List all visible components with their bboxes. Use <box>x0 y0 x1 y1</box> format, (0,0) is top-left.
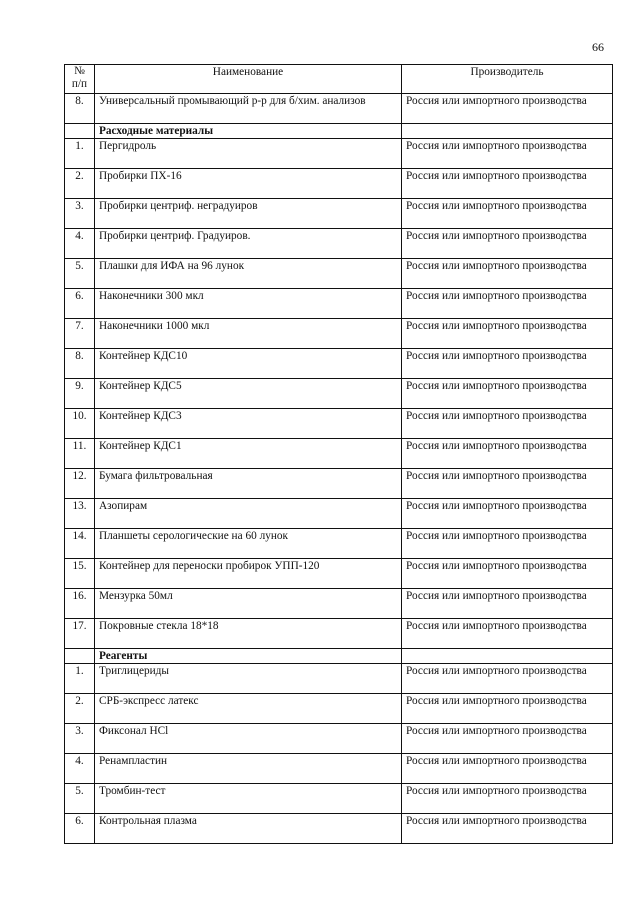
item-name: Пергидроль <box>95 139 402 169</box>
table-row <box>65 784 613 814</box>
item-name: Мензурка 50мл <box>95 589 402 619</box>
item-manufacturer: Россия или импортного производства <box>402 349 613 379</box>
header-name: Наименование <box>95 65 402 94</box>
table-row <box>65 664 613 694</box>
item-name: Ренампластин <box>95 754 402 784</box>
table-row <box>65 529 613 559</box>
row-number: 11. <box>65 439 95 469</box>
table-row <box>65 694 613 724</box>
item-name: Контейнер КДС5 <box>95 379 402 409</box>
item-manufacturer: Россия или импортного производства <box>402 169 613 199</box>
row-number: 15. <box>65 559 95 589</box>
item-manufacturer: Россия или импортного производства <box>402 784 613 814</box>
item-name: Фиксонал НСl <box>95 724 402 754</box>
table-row <box>65 94 613 124</box>
row-number: 2. <box>65 169 95 199</box>
table-row <box>65 619 613 649</box>
table-row <box>65 439 613 469</box>
table-row <box>65 199 613 229</box>
section-title: Расходные материалы <box>95 124 402 139</box>
row-number: 17. <box>65 619 95 649</box>
item-name: Тромбин-тест <box>95 784 402 814</box>
row-number: 1. <box>65 139 95 169</box>
row-number: 1. <box>65 664 95 694</box>
item-manufacturer: Россия или импортного производства <box>402 139 613 169</box>
table-row <box>65 589 613 619</box>
item-name: Контейнер КДС1 <box>95 439 402 469</box>
row-number: 9. <box>65 379 95 409</box>
item-manufacturer: Россия или импортного производства <box>402 409 613 439</box>
row-number: 4. <box>65 229 95 259</box>
item-name: Наконечники 300 мкл <box>95 289 402 319</box>
table-body <box>65 94 613 844</box>
row-number: 14. <box>65 529 95 559</box>
table-header-row <box>65 65 613 94</box>
item-name: Пробирки центриф. неградуиров <box>95 199 402 229</box>
item-manufacturer: Россия или импортного производства <box>402 289 613 319</box>
item-manufacturer: Россия или импортного производства <box>402 439 613 469</box>
row-number: 13. <box>65 499 95 529</box>
row-number: 4. <box>65 754 95 784</box>
row-number: 5. <box>65 259 95 289</box>
page-number: 66 <box>592 40 604 54</box>
table-row <box>65 754 613 784</box>
table-row <box>65 289 613 319</box>
item-manufacturer: Россия или импортного производства <box>402 94 613 124</box>
item-manufacturer: Россия или импортного производства <box>402 754 613 784</box>
item-manufacturer: Россия или импортного производства <box>402 229 613 259</box>
table-row <box>65 349 613 379</box>
header-manufacturer: Производитель <box>402 65 613 94</box>
row-number: 12. <box>65 469 95 499</box>
row-number: 8. <box>65 349 95 379</box>
item-manufacturer: Россия или импортного производства <box>402 499 613 529</box>
item-name: Пробирки центриф. Градуиров. <box>95 229 402 259</box>
table-row <box>65 379 613 409</box>
item-manufacturer: Россия или импортного производства <box>402 814 613 844</box>
item-name: Наконечники 1000 мкл <box>95 319 402 349</box>
row-number: 3. <box>65 724 95 754</box>
row-number: 5. <box>65 784 95 814</box>
item-name: Плашки для ИФА на 96 лунок <box>95 259 402 289</box>
section-num-cell <box>65 124 95 139</box>
table-row <box>65 139 613 169</box>
table-row <box>65 814 613 844</box>
table-row <box>65 469 613 499</box>
section-title: Реагенты <box>95 649 402 664</box>
item-manufacturer: Россия или импортного производства <box>402 469 613 499</box>
table-row <box>65 319 613 349</box>
header-num: № п/п <box>65 65 95 94</box>
table-row <box>65 724 613 754</box>
table-row <box>65 169 613 199</box>
item-name: Бумага фильтровальная <box>95 469 402 499</box>
item-name: Контейнер КДС10 <box>95 349 402 379</box>
section-manufacturer-cell <box>402 649 613 664</box>
item-manufacturer: Россия или импортного производства <box>402 664 613 694</box>
section-num-cell <box>65 649 95 664</box>
item-manufacturer: Россия или импортного производства <box>402 529 613 559</box>
item-manufacturer: Россия или импортного производства <box>402 724 613 754</box>
item-name: Контейнер для переноски пробирок УПП-120 <box>95 559 402 589</box>
section-row <box>65 124 613 139</box>
item-manufacturer: Россия или импортного производства <box>402 619 613 649</box>
table-row <box>65 559 613 589</box>
row-number: 6. <box>65 289 95 319</box>
item-name: Контрольная плазма <box>95 814 402 844</box>
items-table <box>64 64 613 844</box>
row-number: 10. <box>65 409 95 439</box>
table-row <box>65 499 613 529</box>
table-row <box>65 409 613 439</box>
item-manufacturer: Россия или импортного производства <box>402 694 613 724</box>
item-manufacturer: Россия или импортного производства <box>402 589 613 619</box>
item-name: Триглицериды <box>95 664 402 694</box>
item-name: Универсальный промывающий р-р для б/хим. анализов <box>95 94 402 124</box>
item-manufacturer: Россия или импортного производства <box>402 259 613 289</box>
item-manufacturer: Россия или импортного производства <box>402 319 613 349</box>
table-row <box>65 259 613 289</box>
row-number: 6. <box>65 814 95 844</box>
item-name: СРБ-экспресс латекс <box>95 694 402 724</box>
row-number: 7. <box>65 319 95 349</box>
item-name: Покровные стекла 18*18 <box>95 619 402 649</box>
table-row <box>65 229 613 259</box>
item-manufacturer: Россия или импортного производства <box>402 559 613 589</box>
item-name: Азопирам <box>95 499 402 529</box>
item-manufacturer: Россия или импортного производства <box>402 379 613 409</box>
row-number: 8. <box>65 94 95 124</box>
row-number: 3. <box>65 199 95 229</box>
section-row <box>65 649 613 664</box>
item-name: Планшеты серологические на 60 лунок <box>95 529 402 559</box>
section-manufacturer-cell <box>402 124 613 139</box>
item-name: Пробирки ПХ-16 <box>95 169 402 199</box>
item-manufacturer: Россия или импортного производства <box>402 199 613 229</box>
item-name: Контейнер КДС3 <box>95 409 402 439</box>
row-number: 2. <box>65 694 95 724</box>
row-number: 16. <box>65 589 95 619</box>
